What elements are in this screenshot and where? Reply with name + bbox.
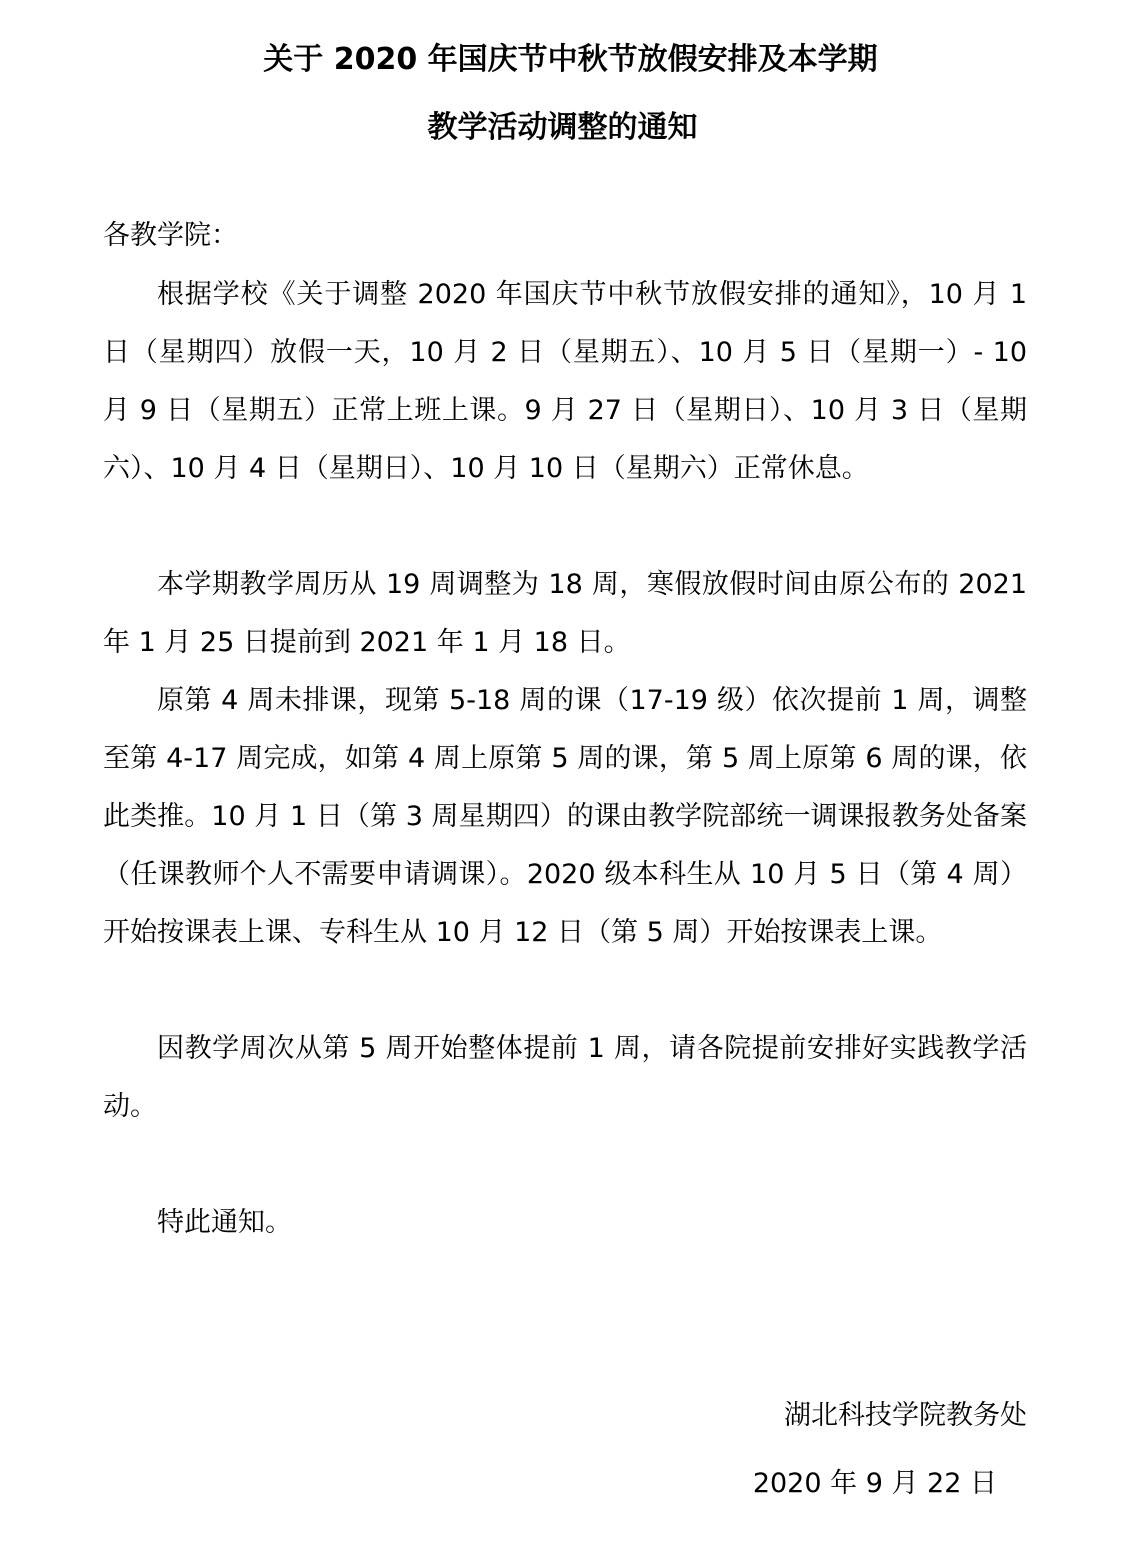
signature-organization: 湖北科技学院教务处 bbox=[784, 1400, 1027, 1431]
signature-date: 2020 年 9 月 22 日 bbox=[752, 1468, 997, 1499]
paragraph-holiday-schedule: 根据学校《关于调整 2020 年国庆节中秋节放假安排的通知》，10 月 1 日（星期四）放假一天，10 月 2 日（星期五）、10 月 5 日（星期一）- 10 月 9 日（星期五）正常上班上课。9 月 27 日（星期日）、10 月 3 日（星期六）、10 月 4 日（星期日）、10 月 10 日（星期六）正常休息。 bbox=[103, 279, 1027, 484]
document-title-line-2: 教学活动调整的通知 bbox=[427, 110, 698, 145]
paragraph-course-adjustment: 原第 4 周未排课，现第 5-18 周的课（17-19 级）依次提前 1 周，调整至第 4-17 周完成，如第 4 周上原第 5 周的课，第 5 周上原第 6 周的课，依此类推。10 月 1 日（第 3 周星期四）的课由教学院部统一调课报教务处备案（任课教师个人不需要申请调课）。2020 级本科生从 10 月 5 日（第 4 周）开始按课表上课、专科生从 10 月 12 日（第 5 周）开始按课表上课。 bbox=[103, 685, 1027, 948]
paragraph-semester-weeks: 本学期教学周历从 19 周调整为 18 周，寒假放假时间由原公布的 2021 年 1 月 25 日提前到 2021 年 1 月 18 日。 bbox=[103, 569, 1027, 658]
document-title-line-1: 关于 2020 年国庆节中秋节放假安排及本学期 bbox=[263, 42, 878, 77]
salutation: 各教学院： bbox=[103, 220, 238, 251]
closing-remark: 特此通知。 bbox=[157, 1207, 292, 1238]
paragraph-practice-teaching: 因教学周次从第 5 周开始整体提前 1 周，请各院提前安排好实践教学活动。 bbox=[103, 1033, 1027, 1122]
